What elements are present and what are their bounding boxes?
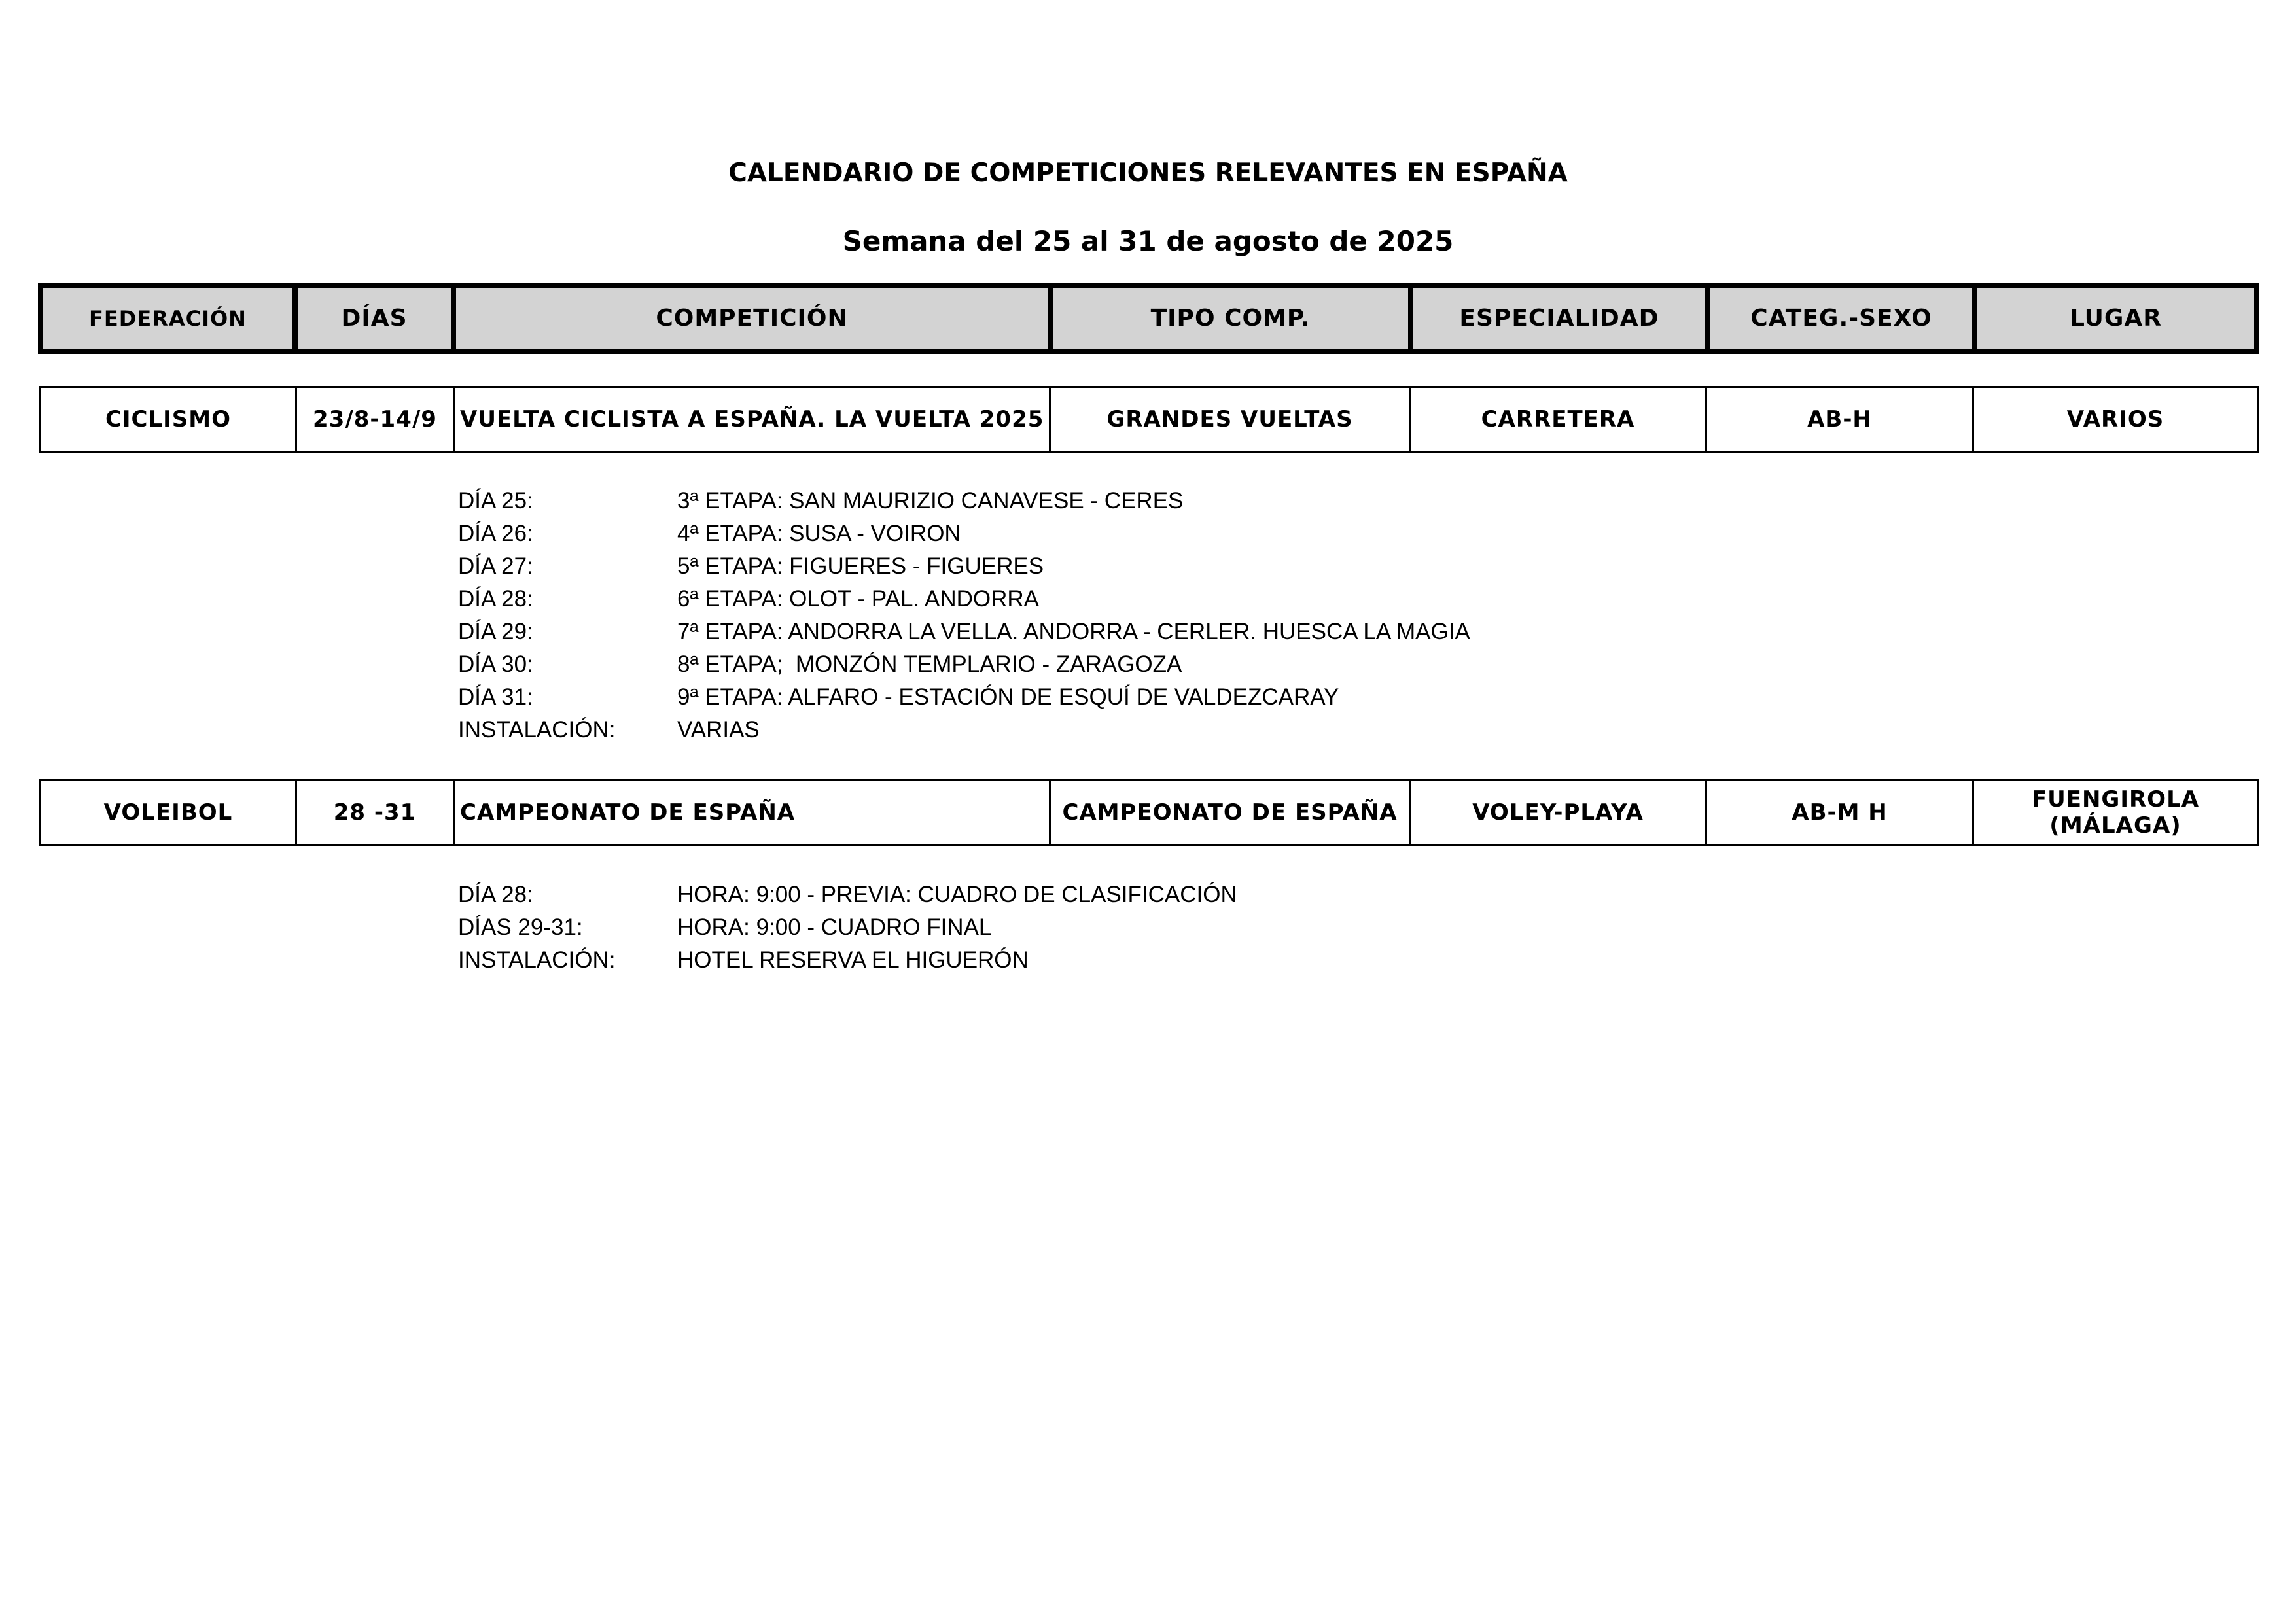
detail-text: VARIAS bbox=[677, 717, 760, 742]
cell-categ-sexo: AB-M H bbox=[1705, 779, 1974, 846]
detail-label: DÍA 26: bbox=[458, 521, 533, 546]
lugar-line-1: FUENGIROLA bbox=[2031, 786, 2200, 812]
lugar-line-2: (MÁLAGA) bbox=[2049, 812, 2181, 839]
cell-dias: 28 -31 bbox=[295, 779, 455, 846]
detail-label: DÍA 28: bbox=[458, 586, 533, 612]
detail-text: 5ª ETAPA: FIGUERES - FIGUERES bbox=[677, 553, 1044, 579]
header-federacion: FEDERACIÓN bbox=[38, 283, 298, 354]
cell-categ-sexo: AB-H bbox=[1705, 386, 1974, 453]
page-title: CALENDARIO DE COMPETICIONES RELEVANTES EN ESPAÑA bbox=[728, 158, 1568, 188]
cell-federacion: VOLEIBOL bbox=[39, 779, 297, 846]
detail-label: INSTALACIÓN: bbox=[458, 717, 616, 742]
cell-especialidad: VOLEY-PLAYA bbox=[1409, 779, 1707, 846]
detail-label: DÍA 25: bbox=[458, 488, 533, 514]
detail-text: HORA: 9:00 - CUADRO FINAL bbox=[677, 915, 992, 940]
detail-text: 8ª ETAPA; MONZÓN TEMPLARIO - ZARAGOZA bbox=[677, 652, 1182, 677]
detail-text: 7ª ETAPA: ANDORRA LA VELLA. ANDORRA - CERLER. HUESCA LA MAGIA bbox=[677, 619, 1470, 644]
cell-competicion: VUELTA CICLISTA A ESPAÑA. LA VUELTA 2025 bbox=[453, 386, 1051, 453]
cell-lugar bbox=[1972, 779, 2259, 846]
week-subtitle: Semana del 25 al 31 de agosto de 2025 bbox=[842, 225, 1454, 257]
cell-lugar: VARIOS bbox=[1972, 386, 2259, 453]
header-categ-sexo: CATEG.-SEXO bbox=[1705, 283, 1977, 354]
header-tipo-comp: TIPO COMP. bbox=[1048, 283, 1413, 354]
detail-label: DÍA 30: bbox=[458, 652, 533, 677]
cell-competicion: CAMPEONATO DE ESPAÑA bbox=[453, 779, 1051, 846]
detail-label: DÍA 29: bbox=[458, 619, 533, 644]
cell-tipo-comp: GRANDES VUELTAS bbox=[1049, 386, 1411, 453]
detail-label: DÍAS 29-31: bbox=[458, 915, 583, 940]
detail-text: 9ª ETAPA: ALFARO - ESTACIÓN DE ESQUÍ DE VALDEZCARAY bbox=[677, 684, 1339, 710]
detail-text: 6ª ETAPA: OLOT - PAL. ANDORRA bbox=[677, 586, 1040, 612]
detail-label: DÍA 31: bbox=[458, 684, 533, 710]
detail-text: HORA: 9:00 - PREVIA: CUADRO DE CLASIFICACIÓN bbox=[677, 882, 1237, 907]
cell-especialidad: CARRETERA bbox=[1409, 386, 1707, 453]
header-competicion: COMPETICIÓN bbox=[451, 283, 1053, 354]
cell-dias: 23/8-14/9 bbox=[295, 386, 455, 453]
detail-label: DÍA 28: bbox=[458, 882, 533, 907]
detail-text: 4ª ETAPA: SUSA - VOIRON bbox=[677, 521, 961, 546]
header-especialidad: ESPECIALIDAD bbox=[1408, 283, 1710, 354]
header-lugar: LUGAR bbox=[1972, 283, 2259, 354]
detail-text: 3ª ETAPA: SAN MAURIZIO CANAVESE - CERES bbox=[677, 488, 1184, 514]
detail-label: DÍA 27: bbox=[458, 553, 533, 579]
detail-text: HOTEL RESERVA EL HIGUERÓN bbox=[677, 947, 1029, 973]
cell-federacion: CICLISMO bbox=[39, 386, 297, 453]
detail-label: INSTALACIÓN: bbox=[458, 947, 616, 973]
cell-tipo-comp: CAMPEONATO DE ESPAÑA bbox=[1049, 779, 1411, 846]
header-dias: DÍAS bbox=[292, 283, 456, 354]
